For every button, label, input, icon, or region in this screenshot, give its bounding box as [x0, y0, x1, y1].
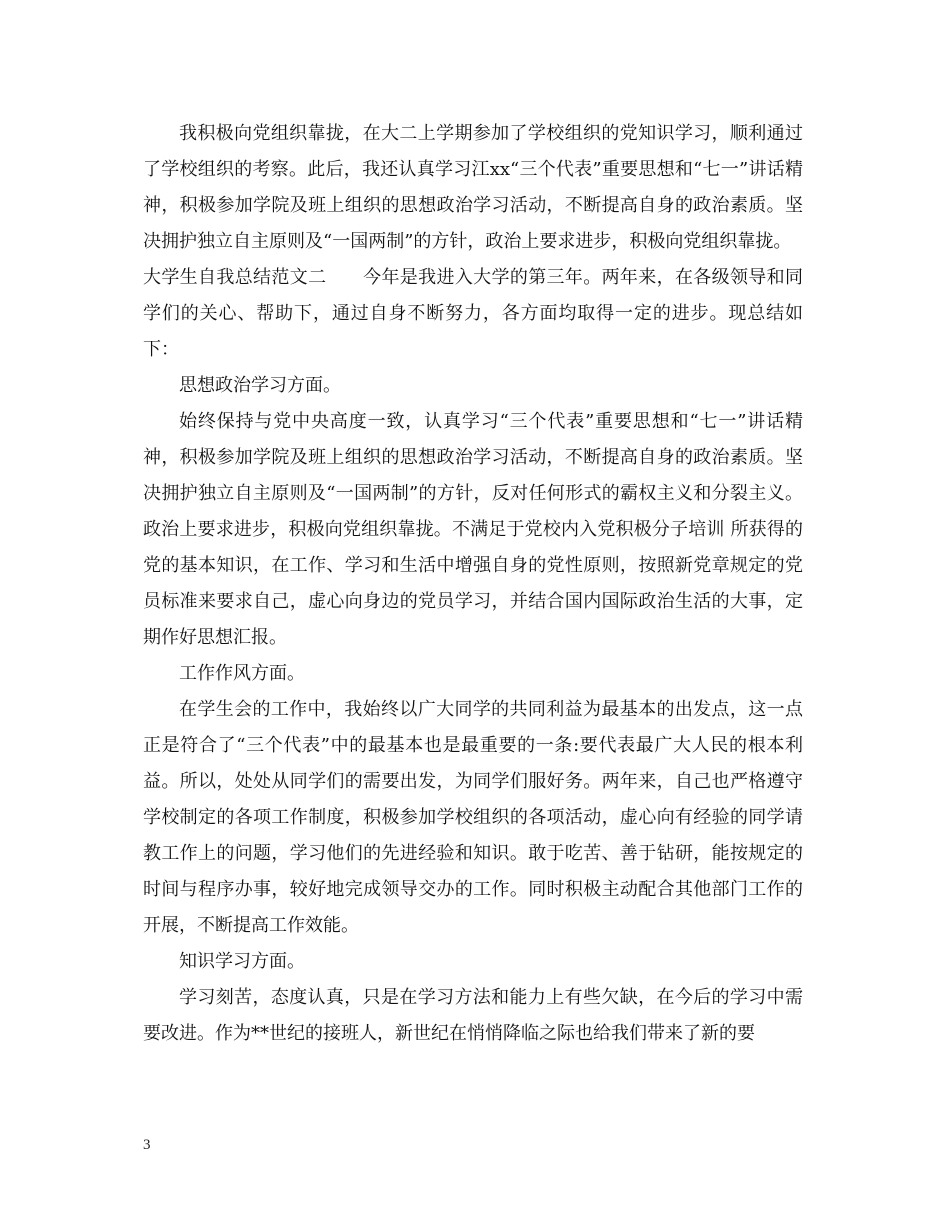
paragraph-work-style: 在学生会的工作中，我始终以广大同学的共同利益为最基本的出发点，这一点正是符合了“三个代表”中的最基本也是最重要的一条:要代表最广大人民的根本利益。所以，处处从同学们的需要出发，为同学们服好务。两年来，自己也严格遵守学校制定的各项工作制度，积极参加学校组织的各项活动，虚心向有经验的同学请教工作上的问题，学习他们的先进经验和知识。敢于吃苦、善于钻研，能按规定的时间与程序办事，较好地完成领导交办的工作。同时积极主动配合其他部门工作的开展，不断提高工作效能。: [143, 699, 803, 936]
paragraph-political-study: 始终保持与党中央高度一致，认真学习“三个代表”重要思想和“七一”讲话精神，积极参加学院及班上组织的思想政治学习活动，不断提高自身的政治素质。坚决拥护独立自主原则及“一国两制”的方针，反对任何形式的霸权主义和分裂主义。政治上要求进步，积极向党组织靠拢。不满足于党校内入党积极分子培训 所获得的党的基本知识，在工作、学习和生活中增强自身的党性原则，按照新党章规定的党员标准来要求自己，虚心向身边的党员学习，并结合国内国际政治生活的大事，定期作好思想汇报。: [143, 411, 803, 648]
page-number: 3: [143, 1137, 151, 1153]
section-heading-knowledge-study: 知识学习方面。: [179, 951, 305, 972]
document-body: [143, 116, 803, 1052]
paragraph-knowledge-study: 学习刻苦，态度认真，只是在学习方法和能力上有些欠缺，在今后的学习中需要改进。作为**世纪的接班人，新世纪在悄悄降临之际也给我们带来了新的要: [143, 987, 803, 1044]
paragraph-summary-intro: 大学生自我总结范文二 今年是我进入大学的第三年。两年来，在各级领导和同学们的关心、帮助下，通过自身不断努力，各方面均取得一定的进步。现总结如下：: [143, 267, 803, 360]
section-heading-work-style: 工作作风方面。: [179, 663, 305, 684]
paragraph-party-study: 我积极向党组织靠拢，在大二上学期参加了学校组织的党知识学习，顺利通过了学校组织的考察。此后，我还认真学习江xx“三个代表”重要思想和“七一”讲话精神，积极参加学院及班上组织的思想政治学习活动，不断提高自身的政治素质。坚决拥护独立自主原则及“一国两制”的方针，政治上要求进步，积极向党组织靠拢。: [143, 123, 803, 252]
section-heading-political-study: 思想政治学习方面。: [179, 375, 341, 396]
